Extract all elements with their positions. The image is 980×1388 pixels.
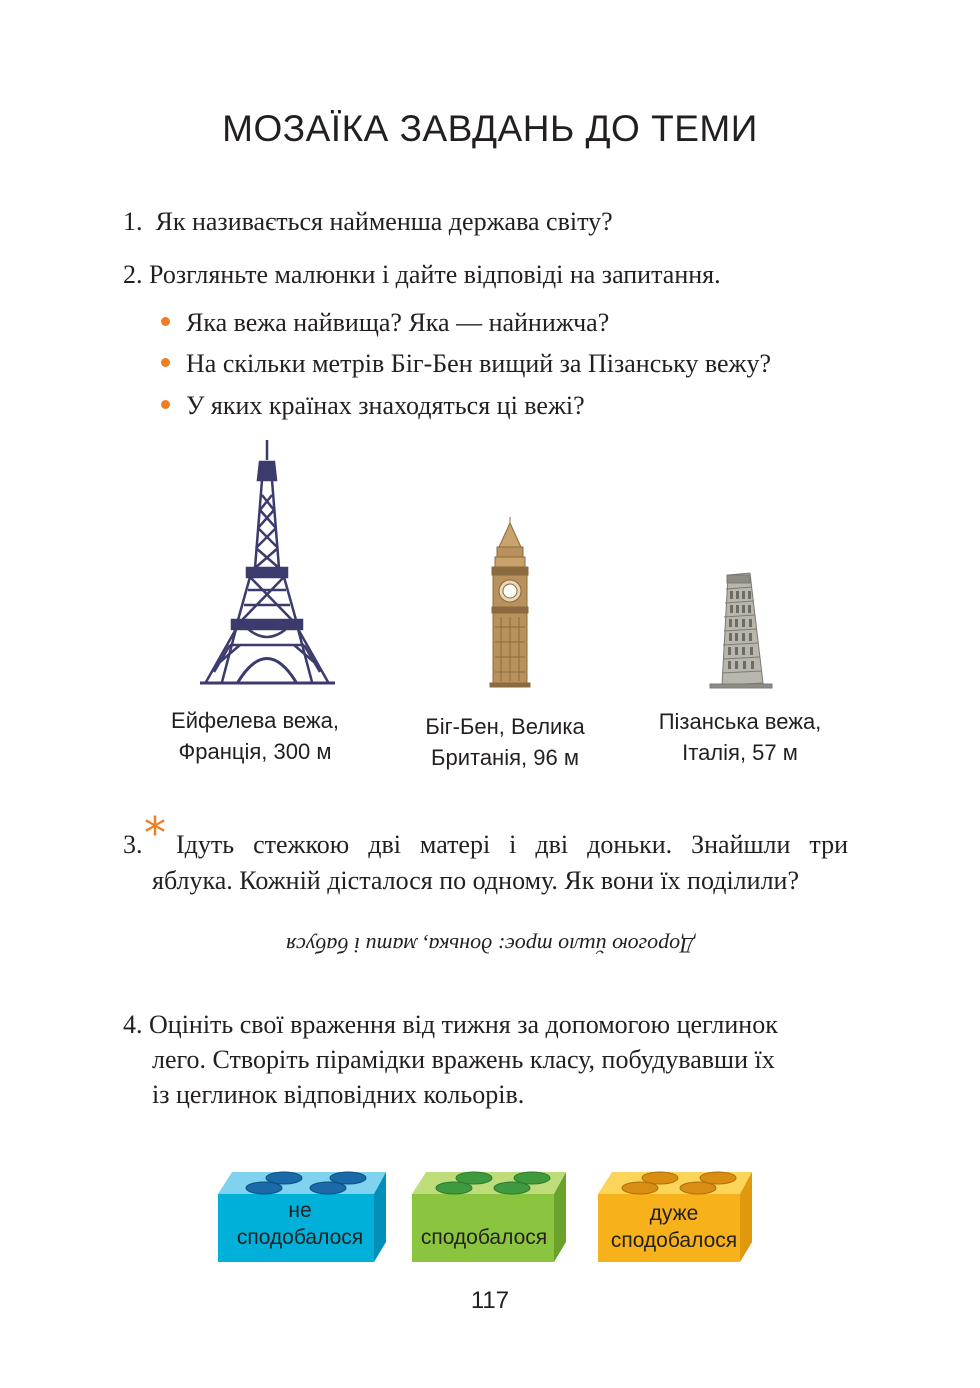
- task-2-bullet-2: На скільки метрів Біг-Бен вищий за Пізанську вежу?: [186, 349, 772, 378]
- caption-line: Біг-Бен, Велика: [425, 714, 585, 739]
- brick-label-line: не: [288, 1199, 312, 1222]
- tower-caption-pisa: [630, 706, 850, 768]
- bullet-dot: [161, 358, 170, 367]
- task-3-line-2: яблука. Кожній дісталося по одному. Як вони їх поділили?: [152, 866, 799, 895]
- task-3-answer-upside-down: Дорогою йшло троє: донька, мати і бабуся: [285, 933, 695, 958]
- task-4-line-1: [123, 1008, 778, 1042]
- task-1-number: 1.: [123, 207, 143, 236]
- brick-label-line: сподобалося: [420, 1226, 548, 1249]
- tower-caption-bigben: [395, 711, 615, 773]
- task-2-bullet-3: У яких країнах знаходяться ці вежі?: [186, 391, 585, 420]
- task-2-text: Розгляньте малюнки і дайте відповіді на запитання.: [149, 260, 721, 289]
- caption-line: Італія, 57 м: [682, 740, 798, 765]
- task-4-text: Оцініть свої враження від тижня за допомогою цеглинок: [149, 1010, 778, 1039]
- brick-label-line: сподобалося: [236, 1226, 364, 1249]
- task-4-number: 4.: [123, 1010, 143, 1039]
- bullet-dot: [161, 317, 170, 326]
- bullet-dot: [161, 400, 170, 409]
- task-1: [123, 205, 613, 239]
- brick-label-really-liked: [598, 1200, 750, 1254]
- page-title: МОЗАЇКА ЗАВДАНЬ ДО ТЕМИ: [222, 108, 758, 149]
- caption-line: Британія, 96 м: [431, 745, 579, 770]
- brick-label-line: сподобалося: [610, 1229, 738, 1252]
- brick-label-liked: [412, 1224, 556, 1251]
- tower-caption-eiffel: [140, 705, 370, 767]
- caption-line: Франція, 300 м: [178, 739, 332, 764]
- task-3-line-1: Ідуть стежкою дві матері і дві доньки. Знайшли три: [176, 830, 848, 859]
- brick-label-not-liked: [218, 1197, 382, 1251]
- task-4-line-2: лего. Створіть пірамідки вражень класу, побудувавши їх: [152, 1045, 775, 1074]
- caption-line: Пізанська вежа,: [658, 709, 822, 734]
- task-2-bullet-1: Яка вежа найвища? Яка — найнижча?: [186, 308, 610, 337]
- task-2-number: 2.: [123, 260, 143, 289]
- leaning-tower-of-pisa-icon: [708, 573, 774, 689]
- page-number: 117: [470, 1287, 510, 1314]
- task-3-number: 3.: [123, 830, 143, 859]
- caption-line: Ейфелева вежа,: [171, 708, 339, 733]
- big-ben-icon: [487, 517, 533, 687]
- task-1-text: Як називається найменша держава світу?: [155, 207, 613, 236]
- eiffel-tower-icon: [200, 440, 335, 690]
- task-2: [123, 258, 721, 292]
- brick-label-line: дуже: [649, 1202, 699, 1225]
- difficulty-star-icon: *: [144, 808, 166, 859]
- task-4-line-3: із цеглинок відповідних кольорів.: [152, 1080, 525, 1109]
